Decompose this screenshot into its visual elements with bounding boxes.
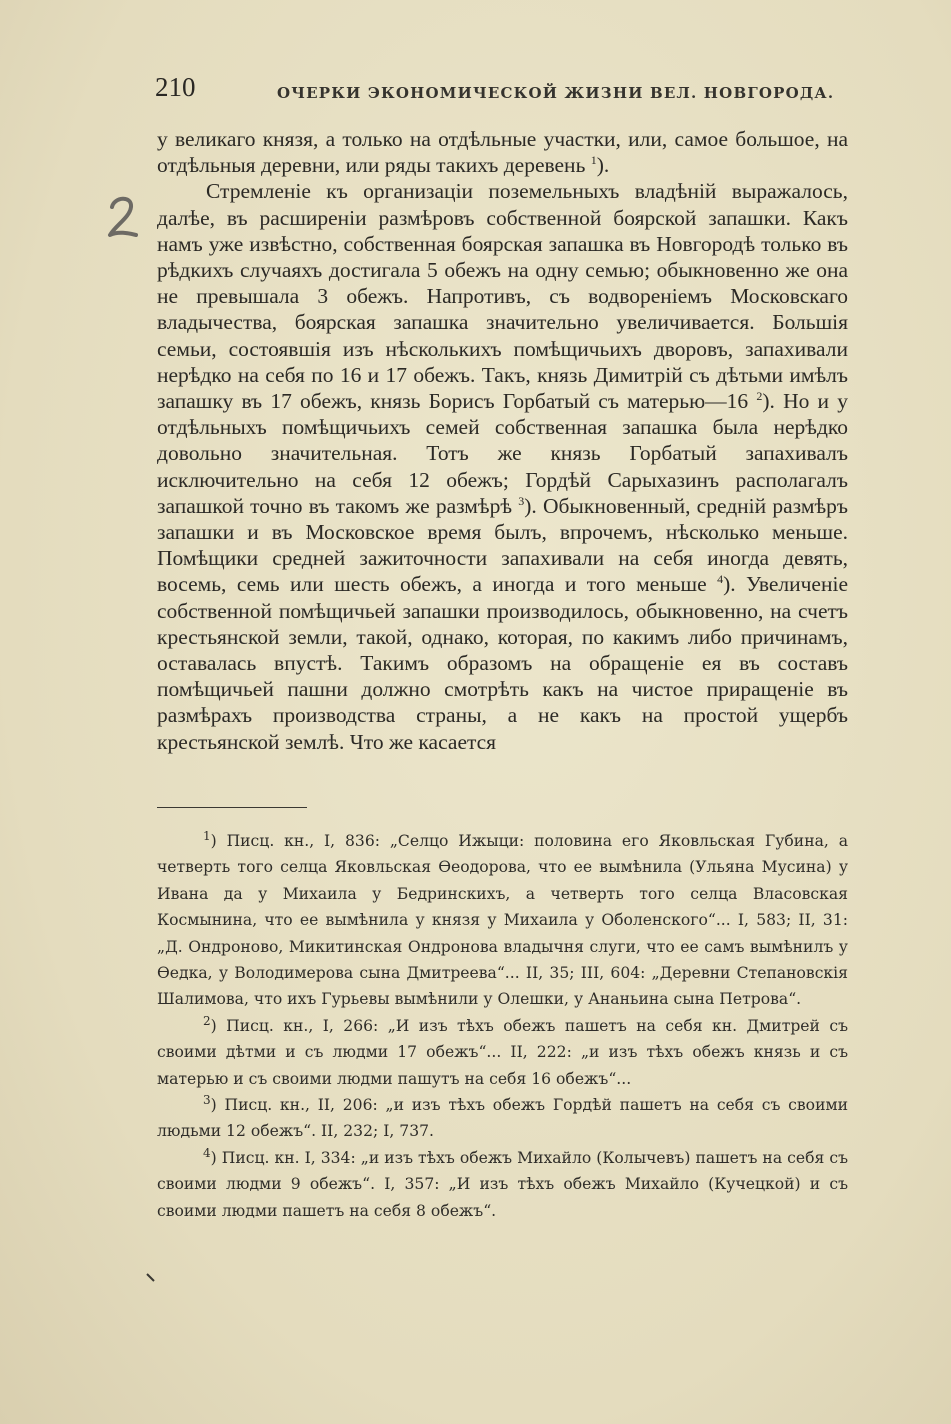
ink-speck bbox=[146, 1273, 156, 1283]
running-title: ОЧЕРКИ ЭКОНОМИЧЕСКОЙ ЖИЗНИ ВЕЛ. НОВГОРОДА. bbox=[277, 84, 835, 102]
footnote-1: $^1$) Писц. кн., I, 836: „Селцо Ижыци: половина его Яковльская Губина, а четверть того селца Яковльская Өеодорова, что ее вымѣнила (Ульяна Мусина) у Ивана да у Михаила у Бедринскихъ, а четверть того селца Власовская Космынина, что ее вымѣнила у князя у Михаила у Оболенского“... I, 583; II, 31: „Д. Ондроново, Микитинская Ондронова владычня слуги, что ее самъ вымѣнилъ у Өедка, у Володимерова сына Дмитреева“... II, 35; III, 604: „Деревни Степановскія Шалимова, что ихъ Гурьевы вымѣнили у Олешки, у Ананьина сына Петрова“. bbox=[157, 828, 848, 1009]
footnote-3: $^3$) Писц. кн., II, 206: „и изъ тѣхъ обежъ Гордѣй пашетъ на себя съ своими людьми 12 обежъ“. II, 232; I, 737. bbox=[157, 1092, 848, 1141]
page-number: 210 bbox=[155, 72, 196, 102]
footnote-ref: 3 bbox=[518, 493, 525, 508]
main-text bbox=[157, 126, 848, 755]
footnote-2: $^2$) Писц. кн., I, 266: „И изъ тѣхъ обежъ пашетъ на себя кн. Дмитрей съ своими дѣтми и съ людми 17 обежъ“... II, 222: „и изъ тѣхъ обежъ князь и съ матерью и съ своими людми пашутъ на себя 16 обежъ“... bbox=[157, 1013, 848, 1088]
footnote-ref: 2 bbox=[756, 388, 763, 403]
footnote-ref: 4 bbox=[717, 572, 724, 587]
paragraph-1: у великаго князя, а только на отдѣльные участки, или, самое большое, на отдѣльныя деревни, или ряды такихъ деревень $^1$). bbox=[157, 127, 848, 178]
handwritten-margin-numeral bbox=[104, 193, 140, 241]
footnote-4: $^4$) Писц. кн. I, 334: „и изъ тѣхъ обежъ Михайло (Колычевъ) пашетъ на себя съ своими людми 9 обежъ“. I, 357: „И изъ тѣхъ обежъ Михайло (Кучецкой) и съ своими людми пашетъ на себя 8 обежъ“. bbox=[157, 1145, 848, 1220]
page-header bbox=[155, 72, 855, 112]
footnote-ref: 1 bbox=[590, 153, 597, 168]
footnotes bbox=[157, 828, 848, 1224]
paragraph-2: Стремленіе къ организаціи поземельныхъ владѣній выражалось, далѣе, въ расширеніи размѣровъ собственной боярской запашки. Какъ намъ уже извѣстно, собственная боярская запашка въ Новгородѣ только въ рѣдкихъ случаяхъ достигала 5 обежъ на одну семью; обыкновенно же она не превышала 3 обежъ. Напротивъ, съ водвореніемъ Московскаго владычества, боярская запашка значительно увеличивается. Большія семьи, состоявшія изъ нѣсколькихъ помѣщичьихъ дворовъ, запахивали нерѣдко на себя по 16 и 17 обежъ. Такъ, князь Димитрій съ дѣтьми имѣлъ запашку въ 17 обежъ, князь Борисъ Горбатый съ матерью—16 $^2$). Но и у отдѣльныхъ помѣщичьихъ семей собственная запашка была нерѣдко довольно значительная. Тотъ же князь Горбатый запахивалъ исключительно на себя 12 обежъ; Гордѣй Сарыхазинъ располагалъ запашкой точно въ такомъ же размѣрѣ $^3$). Обыкновенный, средній размѣръ запашки и въ Московское время былъ, впрочемъ, нѣсколько меньше. Помѣщики средней зажиточности запахивали на себя иногда девять, восемь, семь или шесть обежъ, а иногда и того меньше $^4$). Увеличеніе собственной помѣщичьей запашки производилось, обыкновенно, на счетъ крестьянской земли, такой, однако, которая, по какимъ либо причинамъ, оставалась впустѣ. Такимъ образомъ на обращеніе ея въ составъ помѣщичьей пашни должно смотрѣть какъ на чистое приращеніе въ размѣрахъ производства страны, а не какъ на простой ущербъ крестьянской землѣ. Что же касается bbox=[157, 179, 848, 754]
footnote-separator bbox=[157, 807, 307, 808]
